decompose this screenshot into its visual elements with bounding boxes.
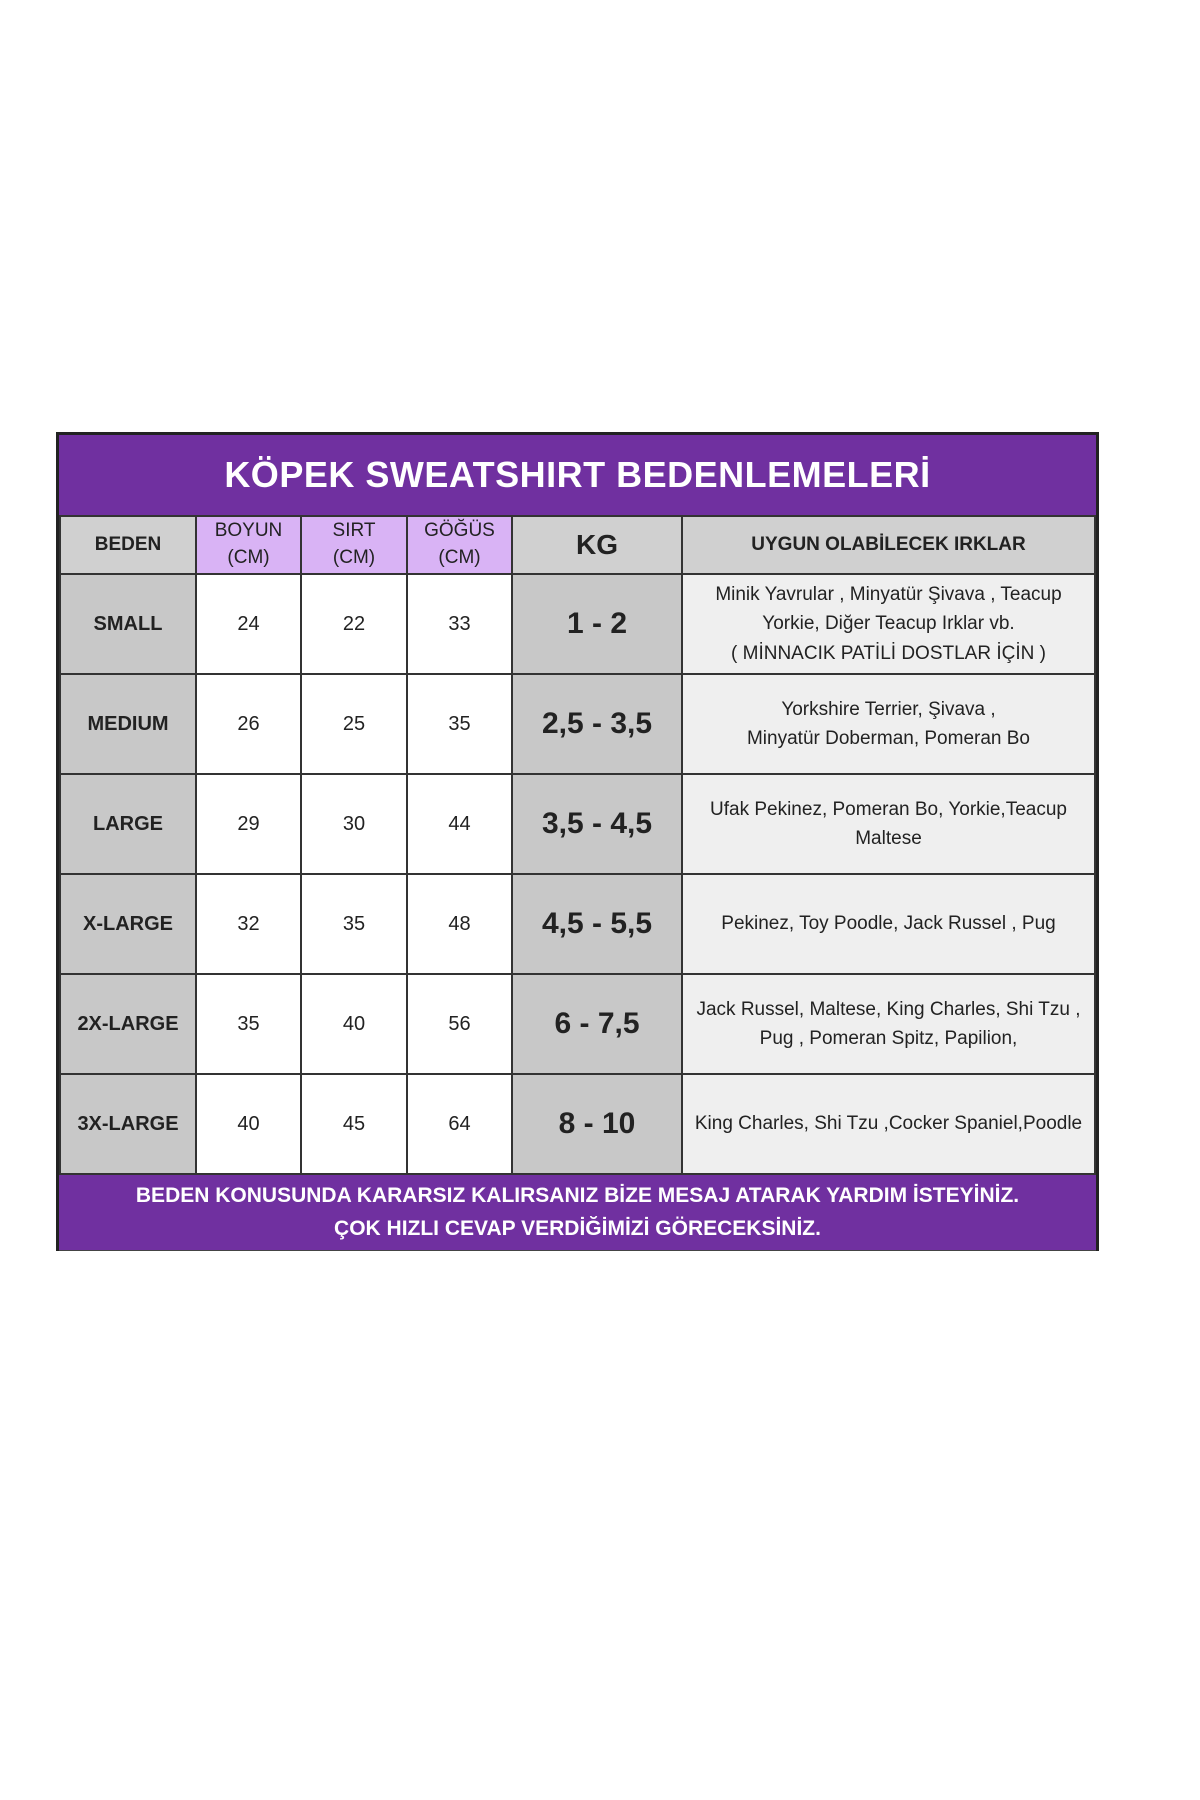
size-cell: X-LARGE: [60, 874, 196, 974]
gogus-cell: 35: [407, 674, 512, 774]
sirt-cell: 35: [301, 874, 407, 974]
size-cell: MEDIUM: [60, 674, 196, 774]
breeds-cell: King Charles, Shi Tzu ,Cocker Spaniel,Poodle: [682, 1074, 1095, 1174]
header-boyun-label: BOYUN: [214, 520, 283, 542]
table-row: [60, 874, 1095, 974]
size-cell: 2X-LARGE: [60, 974, 196, 1074]
header-gogus: [407, 516, 512, 574]
table-row: [60, 974, 1095, 1074]
size-chart: [56, 432, 1099, 1251]
gogus-cell: 33: [407, 574, 512, 674]
boyun-cell: 32: [196, 874, 301, 974]
sirt-cell: 40: [301, 974, 407, 1074]
breeds-cell: Minik Yavrular , Minyatür Şivava , Teacup Yorkie, Diğer Teacup Irklar vb. ( MİNNACIK PATİLİ DOSTLAR İÇİN ): [682, 574, 1095, 674]
header-row: [60, 516, 1095, 574]
boyun-cell: 35: [196, 974, 301, 1074]
breeds-cell: Yorkshire Terrier, Şivava , Minyatür Doberman, Pomeran Bo: [682, 674, 1095, 774]
help-footer: [59, 1175, 1096, 1251]
boyun-cell: 26: [196, 674, 301, 774]
header-breeds: UYGUN OLABİLECEK IRKLAR: [682, 516, 1095, 574]
gogus-cell: 56: [407, 974, 512, 1074]
breeds-cell: Jack Russel, Maltese, King Charles, Shi Tzu , Pug , Pomeran Spitz, Papilion,: [682, 974, 1095, 1074]
size-cell: LARGE: [60, 774, 196, 874]
header-sirt-unit: (CM): [332, 547, 376, 568]
gogus-cell: 64: [407, 1074, 512, 1174]
kg-cell: 1 - 2: [512, 574, 682, 674]
header-boyun-unit: (CM): [227, 547, 270, 568]
sirt-cell: 25: [301, 674, 407, 774]
header-gogus-label: GÖĞÜS: [424, 520, 495, 542]
footer-line-1: BEDEN KONUSUNDA KARARSIZ KALIRSANIZ BİZE MESAJ ATARAK YARDIM İSTEYİNİZ.: [135, 1183, 1020, 1207]
sirt-cell: 22: [301, 574, 407, 674]
table-row: [60, 774, 1095, 874]
kg-cell: 2,5 - 3,5: [512, 674, 682, 774]
header-gogus-unit: (CM): [438, 547, 481, 568]
breeds-cell: Pekinez, Toy Poodle, Jack Russel , Pug: [682, 874, 1095, 974]
chart-title: KÖPEK SWEATSHIRT BEDENLEMELERİ: [59, 435, 1096, 515]
boyun-cell: 40: [196, 1074, 301, 1174]
size-table: [59, 515, 1096, 1175]
table-row: [60, 1074, 1095, 1174]
gogus-cell: 48: [407, 874, 512, 974]
table-row: [60, 674, 1095, 774]
header-sirt-label: SIRT: [332, 520, 376, 542]
size-cell: 3X-LARGE: [60, 1074, 196, 1174]
kg-cell: 8 - 10: [512, 1074, 682, 1174]
kg-cell: 3,5 - 4,5: [512, 774, 682, 874]
table-row: [60, 574, 1095, 674]
breeds-cell: Ufak Pekinez, Pomeran Bo, Yorkie,Teacup Maltese: [682, 774, 1095, 874]
footer-line-2: ÇOK HIZLI CEVAP VERDİĞİMİZİ GÖRECEKSİNİZ.: [334, 1216, 821, 1240]
sirt-cell: 45: [301, 1074, 407, 1174]
gogus-cell: 44: [407, 774, 512, 874]
header-size: BEDEN: [60, 516, 196, 574]
boyun-cell: 24: [196, 574, 301, 674]
kg-cell: 6 - 7,5: [512, 974, 682, 1074]
header-boyun: [196, 516, 301, 574]
header-sirt: [301, 516, 407, 574]
size-cell: SMALL: [60, 574, 196, 674]
boyun-cell: 29: [196, 774, 301, 874]
sirt-cell: 30: [301, 774, 407, 874]
kg-cell: 4,5 - 5,5: [512, 874, 682, 974]
header-kg: KG: [512, 516, 682, 574]
